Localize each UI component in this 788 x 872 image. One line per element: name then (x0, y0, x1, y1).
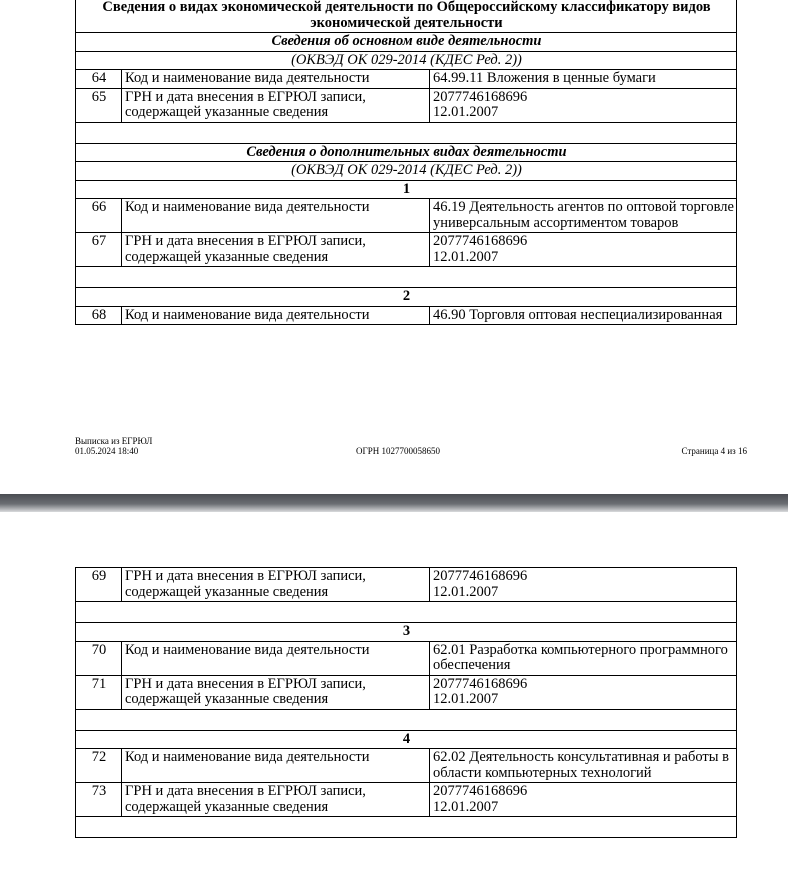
grn-date: 12.01.2007 (433, 798, 499, 815)
grn-date: 12.01.2007 (433, 104, 499, 120)
additional-activities-title: Сведения о дополнительных видах деятельности (76, 143, 737, 162)
document-page-5 (0, 512, 788, 872)
table-row (76, 749, 737, 783)
activity-table-page-4 (75, 0, 737, 325)
section-title: Сведения о видах экономической деятельности по Общероссийскому классификатору видов экономической деятельности (76, 0, 737, 33)
activity-table-page-5 (75, 567, 737, 838)
row-number: 67 (76, 233, 122, 267)
page-separator (0, 494, 788, 512)
table-row (76, 70, 737, 89)
grn-number: 2077746168696 (433, 568, 528, 584)
group-index: 1 (76, 180, 737, 199)
table-row (76, 199, 737, 233)
row-value: 46.90 Торговля оптовая неспециализированная (430, 306, 737, 325)
footer-doc-name: Выписка из ЕГРЮЛ (75, 436, 153, 446)
row-label: ГРН и дата внесения в ЕГРЮЛ записи, содержащей указанные сведения (122, 233, 430, 267)
grn-number: 2077746168696 (433, 783, 528, 799)
group-index: 4 (76, 730, 737, 749)
table-row (76, 568, 737, 602)
row-value (430, 88, 737, 122)
row-label: Код и наименование вида деятельности (122, 749, 430, 783)
row-label: ГРН и дата внесения в ЕГРЮЛ записи, содержащей указанные сведения (122, 568, 430, 602)
row-number: 72 (76, 749, 122, 783)
footer-page-number: Страница 4 из 16 (681, 446, 747, 456)
group-index: 3 (76, 623, 737, 642)
grn-number: 2077746168696 (433, 675, 528, 692)
row-value: 46.19 Деятельность агентов по оптовой торговле универсальным ассортиментом товаров (430, 199, 737, 233)
main-activity-classifier: (ОКВЭД ОК 029-2014 (КДЕС Ред. 2)) (76, 51, 737, 70)
row-label: Код и наименование вида деятельности (122, 306, 430, 325)
row-value (430, 783, 737, 817)
row-value (430, 675, 737, 709)
row-number: 71 (76, 675, 122, 709)
row-label: ГРН и дата внесения в ЕГРЮЛ записи, содержащей указанные сведения (122, 783, 430, 817)
row-number: 69 (76, 568, 122, 602)
row-label: ГРН и дата внесения в ЕГРЮЛ записи, содержащей указанные сведения (122, 88, 430, 122)
row-label: Код и наименование вида деятельности (122, 70, 430, 89)
blank-row (76, 602, 737, 623)
row-label: ГРН и дата внесения в ЕГРЮЛ записи, содержащей указанные сведения (122, 675, 430, 709)
blank-row (76, 122, 737, 143)
footer-left (75, 436, 152, 456)
grn-number: 2077746168696 (433, 88, 528, 105)
row-number: 64 (76, 70, 122, 89)
row-value: 62.01 Разработка компьютерного программного обеспечения (430, 641, 737, 675)
table-row (76, 233, 737, 267)
row-label: Код и наименование вида деятельности (122, 199, 430, 233)
table-row (76, 306, 737, 325)
footer-datetime: 01.05.2024 18:40 (75, 446, 139, 456)
row-label: Код и наименование вида деятельности (122, 641, 430, 675)
table-row (76, 675, 737, 709)
footer-ogrn: ОГРН 1027700058650 (356, 446, 440, 456)
grn-date: 12.01.2007 (433, 583, 499, 600)
row-value: 64.99.11 Вложения в ценные бумаги (430, 70, 737, 89)
row-number: 70 (76, 641, 122, 675)
main-activity-title: Сведения об основном виде деятельности (76, 33, 737, 52)
additional-activities-classifier: (ОКВЭД ОК 029-2014 (КДЕС Ред. 2)) (76, 162, 737, 181)
row-number: 66 (76, 199, 122, 233)
row-value (430, 568, 737, 602)
row-number: 68 (76, 306, 122, 325)
row-number: 73 (76, 783, 122, 817)
table-row (76, 641, 737, 675)
blank-row (76, 267, 737, 288)
blank-row (76, 709, 737, 730)
grn-number: 2077746168696 (433, 233, 528, 249)
table-row (76, 783, 737, 817)
row-value: 62.02 Деятельность консультативная и работы в области компьютерных технологий (430, 749, 737, 783)
blank-row (76, 817, 737, 838)
grn-date: 12.01.2007 (433, 248, 499, 265)
row-number: 65 (76, 88, 122, 122)
table-row (76, 88, 737, 122)
grn-date: 12.01.2007 (433, 691, 499, 707)
row-value (430, 233, 737, 267)
group-index: 2 (76, 288, 737, 307)
